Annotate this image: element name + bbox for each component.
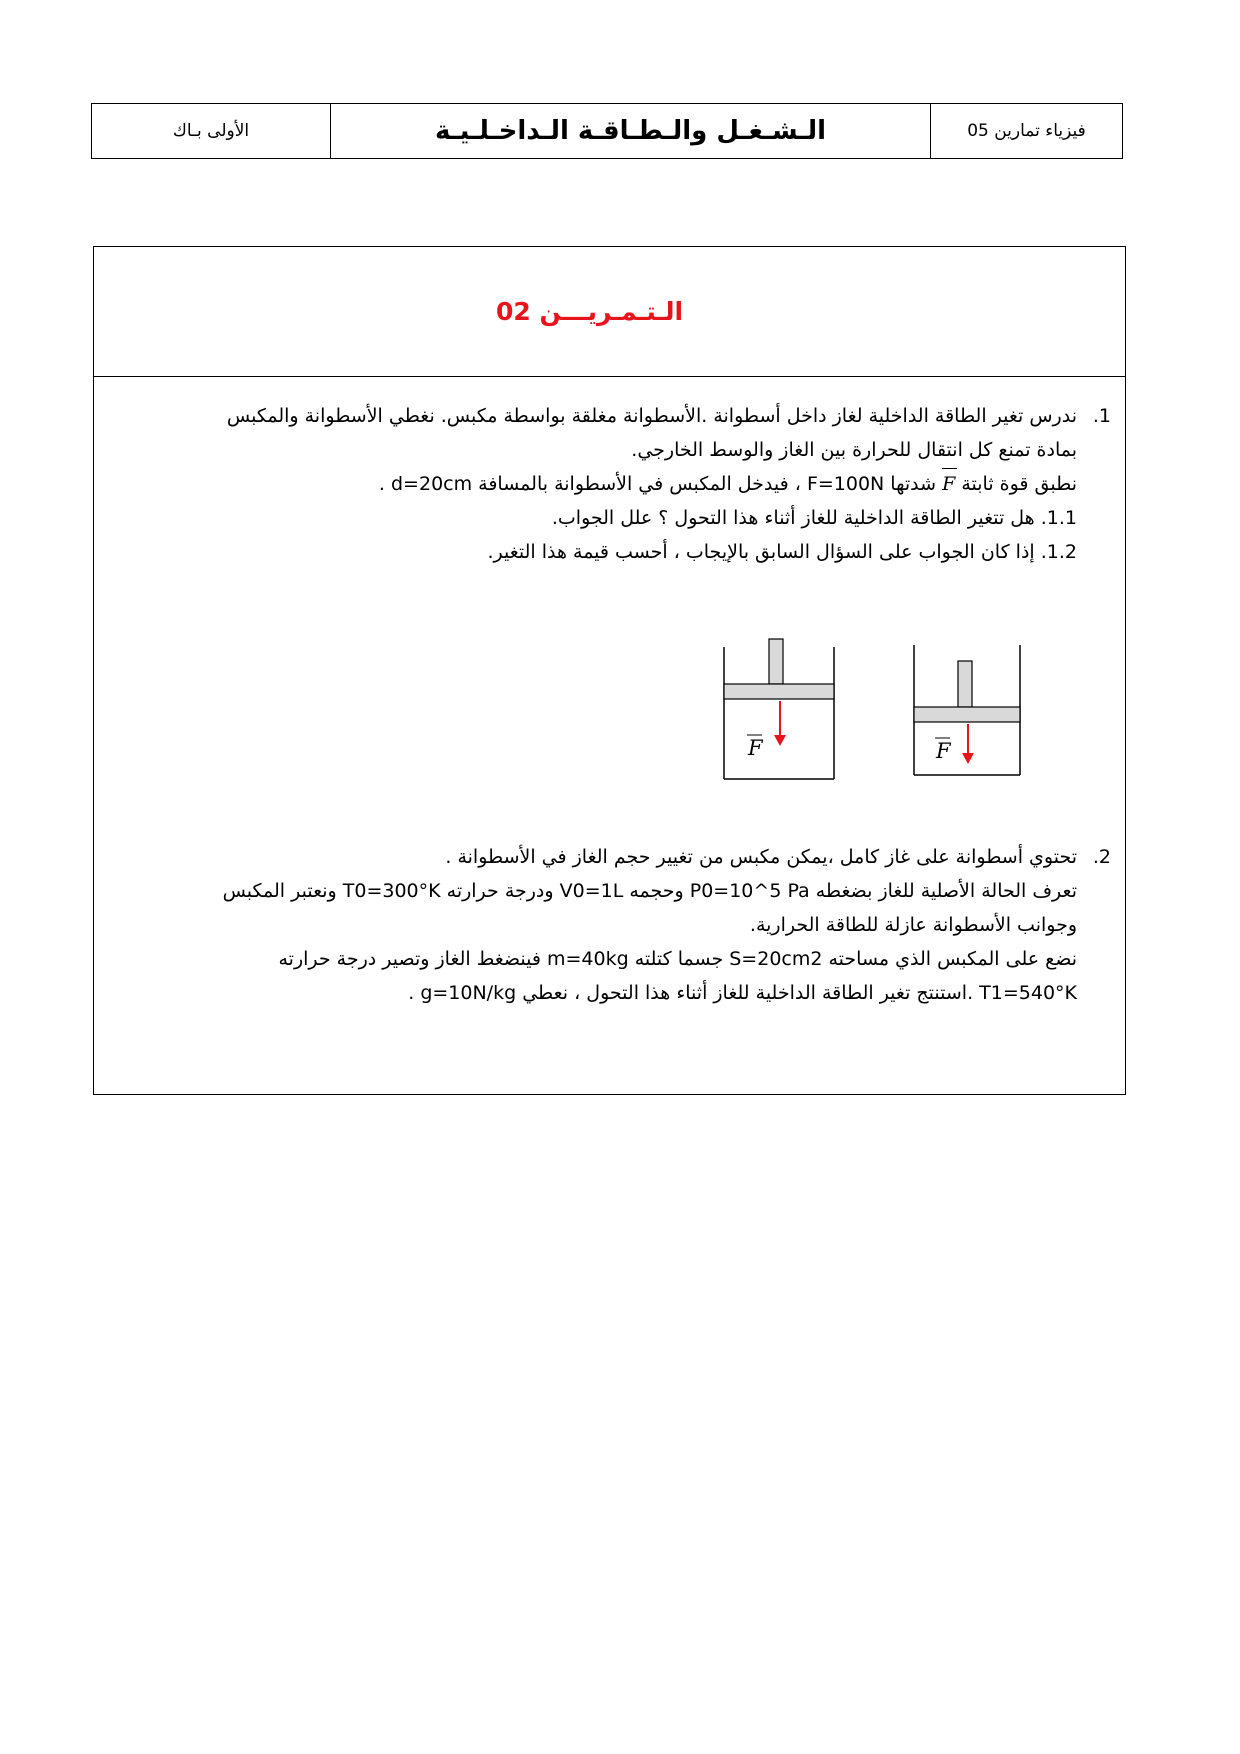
q1-line3-a: نطبق قوة ثابتة [961, 473, 1077, 495]
q1-sub1: 1.1. هل تتغير الطاقة الداخلية للغاز أثناء هذا التحول ؟ علل الجواب. [551, 507, 1077, 529]
cylinder-final [914, 645, 1020, 775]
q2-line4: نضع على المكبس الذي مساحته S=20cm2 جسما كتلته m=40kg فينضغط الغاز وتصير درجة حرارته [278, 948, 1077, 970]
header-table [91, 103, 1123, 159]
force-label-final: F [936, 739, 951, 763]
q2-line5: T1=540°K .استنتج تغير الطاقة الداخلية للغاز أثناء هذا التحول ، نعطي g=10N/kg . [408, 982, 1077, 1004]
header-series: فيزياء تمارين 05 [967, 121, 1086, 141]
piston-rod-initial [769, 639, 783, 684]
header-level: الأولى بـاك [92, 104, 331, 158]
question-1-number: .1 [1092, 405, 1111, 427]
q1-line3-b: شدتها F=100N ، فيدخل المكبس في الأسطوانة بالمسافة d=20cm . [378, 473, 937, 495]
q2-line2: تعرف الحالة الأصلية للغاز بضغطه P0=10^5 Pa وحجمه V0=1L ودرجة حرارته T0=300°K ونعتبر المكبس [222, 880, 1077, 902]
header-title: الـشـغـل والـطـاقـة الـداخـلـيـة [331, 104, 931, 158]
piston-initial [724, 684, 834, 699]
q2-line3: وجوانب الأسطوانة عازلة للطاقة الحرارية. [749, 914, 1077, 936]
force-vector-symbol: F [942, 467, 955, 501]
question-2 [222, 840, 1111, 1010]
exercise-title: الـتـمـريـــن 02 [94, 247, 1125, 377]
q1-line2: بمادة تمنع كل انتقال للحرارة بين الغاز والوسط الخارجي. [631, 439, 1077, 461]
force-label-initial: F [748, 736, 763, 760]
exercise-box [93, 246, 1126, 1095]
q1-line1: ندرس تغير الطاقة الداخلية لغاز داخل أسطوانة .الأسطوانة مغلقة بواسطة مكبس. نغطي الأسطوانة والمكبس [226, 405, 1077, 427]
piston-final [914, 707, 1020, 722]
q1-sub2: 1.2. إذا كان الجواب على السؤال السابق بالإيجاب ، أحسب قيمة هذا التغير. [487, 541, 1077, 563]
piston-rod-final [958, 661, 972, 707]
cylinder-initial [724, 639, 834, 779]
q2-line1: تحتوي أسطوانة على غاز كامل ،يمكن مكبس من تغيير حجم الغاز في الأسطوانة . [445, 846, 1077, 868]
question-2-number: .2 [1092, 846, 1111, 868]
